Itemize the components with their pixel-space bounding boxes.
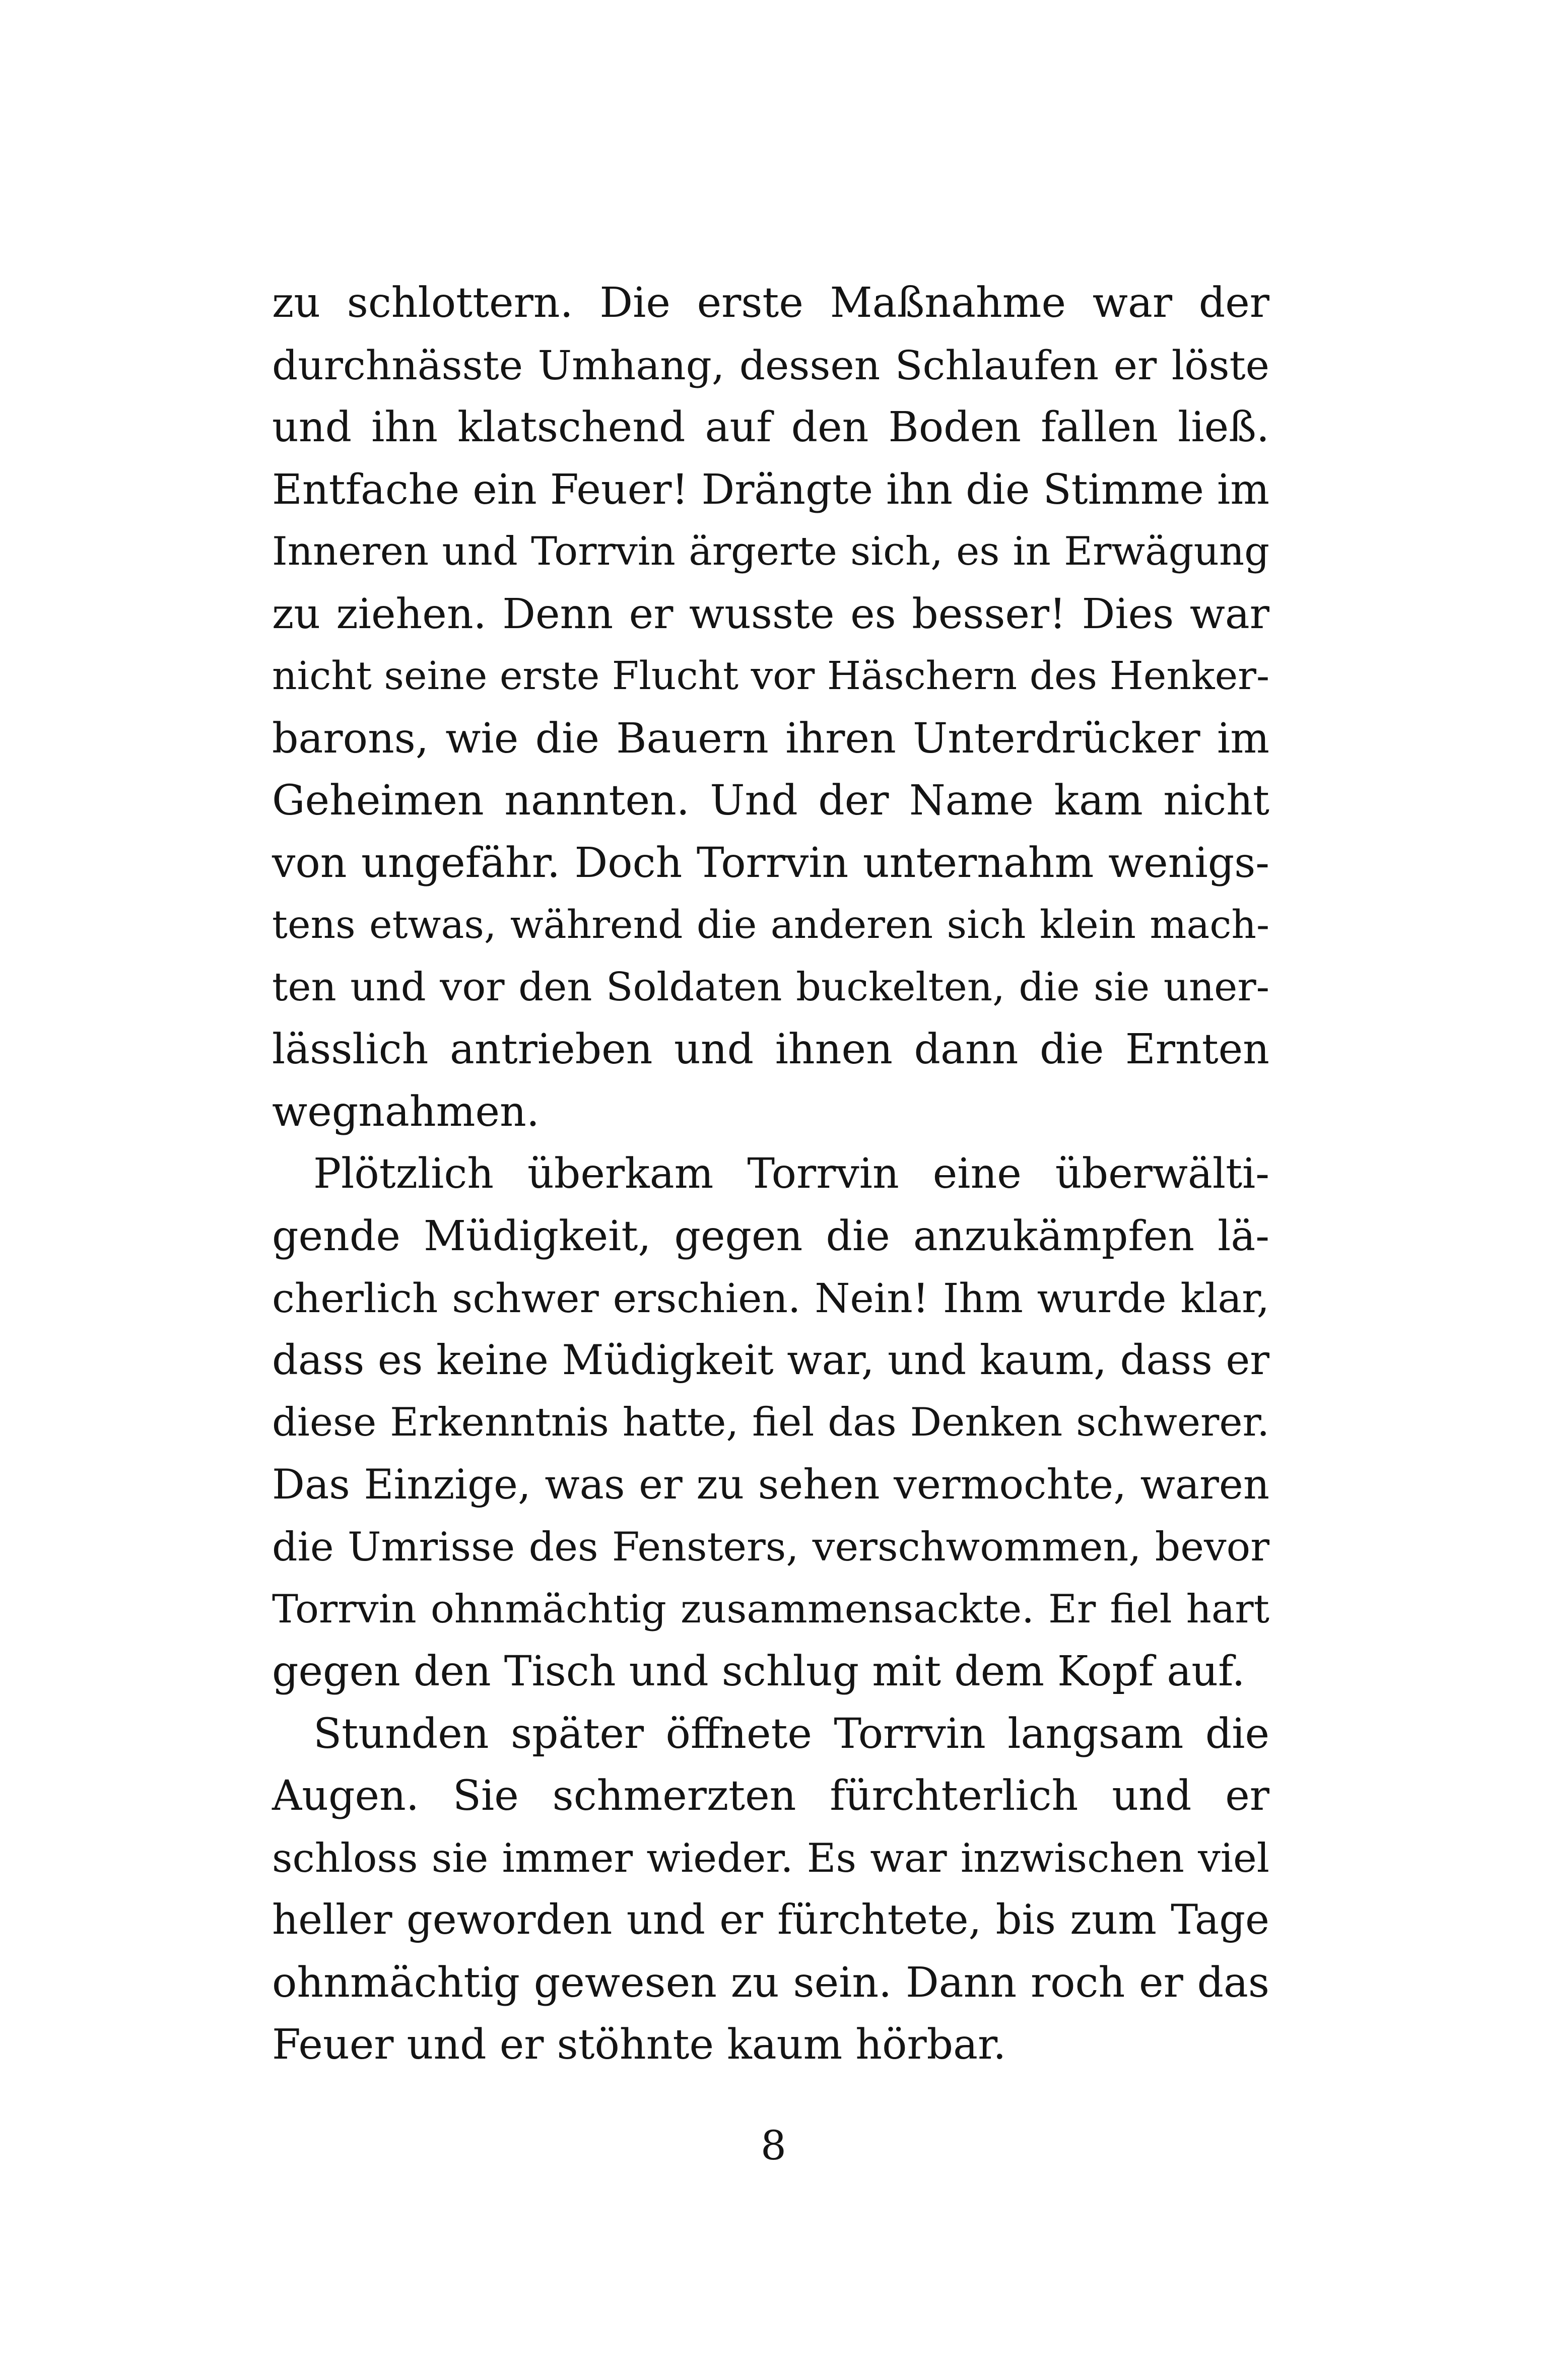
text-line: Entfache ein Feuer! Drängte ihn die Stimme im bbox=[272, 465, 1269, 514]
text-line: heller geworden und er fürchtete, bis zum Tage bbox=[272, 1896, 1269, 1944]
text-line-first: Plötzlich überkam Torrvin eine überwälti- bbox=[313, 1150, 1269, 1198]
text-line: von ungefähr. Doch Torrvin unternahm wenigs- bbox=[272, 839, 1269, 887]
text-line-last: gegen den Tisch und schlug mit dem Kopf auf. bbox=[272, 1648, 1245, 1695]
text-line: ten und vor den Soldaten buckelten, die sie uner- bbox=[272, 964, 1269, 1010]
text-line: gende Müdigkeit, gegen die anzukämpfen lä- bbox=[272, 1212, 1269, 1260]
text-line-last: Feuer und er stöhnte kaum hörbar. bbox=[272, 2021, 1006, 2069]
text-line: lässlich antrieben und ihnen dann die Ernten bbox=[272, 1026, 1269, 1073]
text-line: und ihn klatschend auf den Boden fallen ließ. bbox=[272, 403, 1269, 451]
text-line: die Umrisse des Fensters, verschwommen, bevor bbox=[272, 1524, 1269, 1570]
text-line: Inneren und Torrvin ärgerte sich, es in Erwägung bbox=[272, 529, 1269, 574]
page-number: 8 bbox=[761, 2122, 786, 2169]
text-line: barons, wie die Bauern ihren Unterdrücker im bbox=[272, 714, 1269, 763]
body-text bbox=[272, 272, 1269, 2076]
text-line: Geheimen nannten. Und der Name kam nicht bbox=[272, 777, 1269, 825]
text-line-first: Stunden später öffnete Torrvin langsam die bbox=[313, 1710, 1269, 1758]
text-line-last: wegnahmen. bbox=[272, 1087, 540, 1136]
text-line: Torrvin ohnmächtig zusammensackte. Er fiel hart bbox=[272, 1586, 1269, 1632]
text-line: zu schlottern. Die erste Maßnahme war der bbox=[272, 279, 1269, 327]
text-line: durchnässte Umhang, dessen Schlaufen er löste bbox=[272, 342, 1269, 389]
text-line: tens etwas, während die anderen sich klein mach- bbox=[272, 903, 1269, 947]
text-line: ohnmächtig gewesen zu sein. Dann roch er das bbox=[272, 1958, 1269, 2007]
text-line: dass es keine Müdigkeit war, und kaum, dass er bbox=[272, 1336, 1269, 1384]
text-line: cherlich schwer erschien. Nein! Ihm wurde klar, bbox=[272, 1275, 1269, 1322]
text-line: Das Einzige, was er zu sehen vermochte, waren bbox=[272, 1461, 1269, 1509]
text-line: zu ziehen. Denn er wusste es besser! Dies war bbox=[272, 590, 1269, 638]
text-line: schloss sie immer wieder. Es war inzwischen viel bbox=[272, 1834, 1269, 1881]
text-line: Augen. Sie schmerzten fürchterlich und er bbox=[272, 1772, 1269, 1820]
text-line: diese Erkenntnis hatte, fiel das Denken schwerer. bbox=[272, 1400, 1269, 1445]
text-line: nicht seine erste Flucht vor Häschern des Henker- bbox=[272, 654, 1269, 699]
